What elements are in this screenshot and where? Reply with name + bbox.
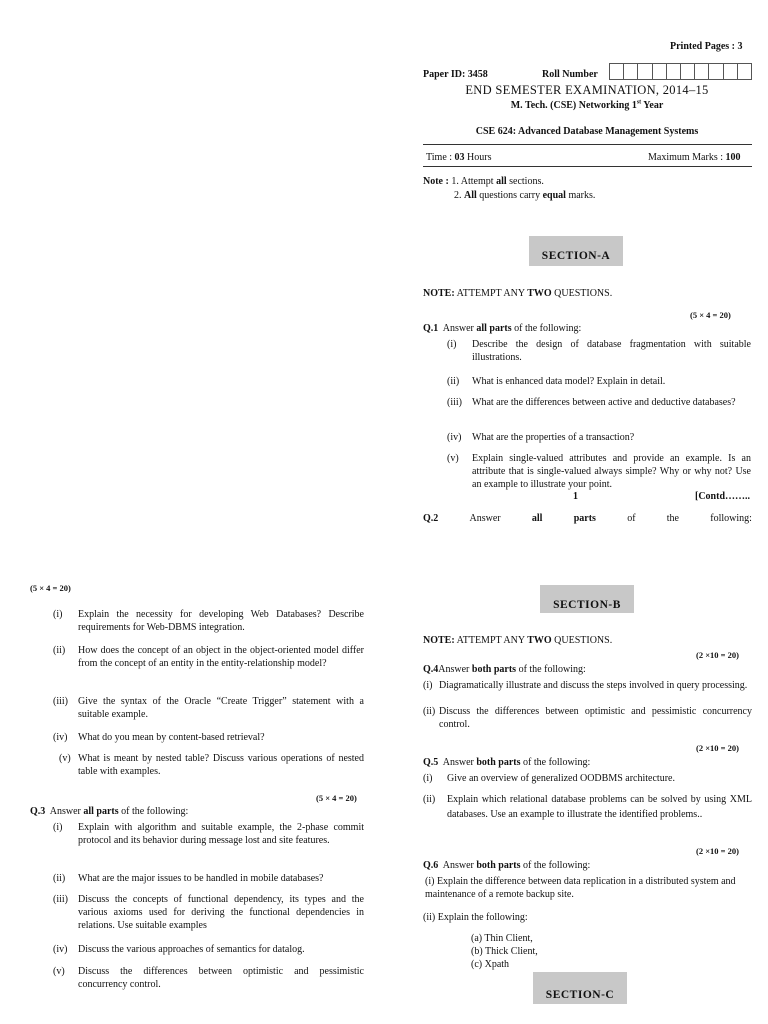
q6-sub-a: (a) Thin Client, — [471, 933, 533, 944]
section-b-note: NOTE: ATTEMPT ANY TWO QUESTIONS. — [423, 635, 613, 646]
q6-heading: Q.6 Answer both parts of the following: — [423, 860, 591, 871]
section-c-heading: SECTION-C — [533, 972, 627, 1004]
roll-number-boxes — [609, 63, 752, 80]
printed-pages: Printed Pages : 3 — [670, 41, 743, 52]
q1-marks: (5 × 4 = 20) — [690, 310, 731, 320]
q6-sub-b: (b) Thick Client, — [471, 946, 538, 957]
page-number: 1 — [573, 491, 578, 502]
q4-marks: (2 ×10 = 20) — [696, 650, 739, 660]
section-a-heading: SECTION-A — [529, 236, 623, 266]
q6-item-1: (i) Explain the difference between data replication in a distributed system and maintenance of a remote backup site. — [425, 876, 736, 900]
course-title: CSE 624: Advanced Database Management Systems — [475, 126, 699, 137]
max-marks: Maximum Marks : 100 — [648, 152, 741, 163]
divider-bottom — [423, 166, 752, 167]
q4-heading: Q.4Answer both parts of the following: — [423, 664, 586, 675]
roll-number-label: Roll Number — [542, 69, 598, 80]
note-line-1: Note : 1. Attempt all sections. — [423, 176, 544, 187]
q1-heading: Q.1 Answer all parts of the following: — [423, 323, 582, 334]
exam-title: END SEMESTER EXAMINATION, 2014–15 — [465, 83, 709, 97]
time-line: Time : 03 Hours — [426, 152, 492, 163]
contd-marker: [Contd…….. — [695, 491, 751, 502]
q6-item-2: (ii) Explain the following: — [423, 912, 528, 923]
paper-id: Paper ID: 3458 — [423, 69, 488, 80]
q6-marks: (2 ×10 = 20) — [696, 846, 739, 856]
note-line-2: 2. All questions carry equal marks. — [454, 190, 596, 201]
q2-heading: Q.2 Answer all parts of the following: — [423, 513, 752, 524]
q3-marks: (5 × 4 = 20) — [316, 793, 357, 803]
q6-sub-c: (c) Xpath — [471, 959, 510, 970]
divider-top — [423, 144, 752, 145]
q5-heading: Q.5 Answer both parts of the following: — [423, 757, 591, 768]
q5-marks: (2 ×10 = 20) — [696, 743, 739, 753]
q2-marks: (5 × 4 = 20) — [30, 583, 71, 593]
section-a-note: NOTE: ATTEMPT ANY TWO QUESTIONS. — [423, 288, 613, 299]
program-line: M. Tech. (CSE) Networking 1st Year — [510, 99, 664, 111]
q3-heading: Q.3 Answer all parts of the following: — [30, 806, 189, 817]
section-b-heading: SECTION-B — [540, 585, 634, 613]
